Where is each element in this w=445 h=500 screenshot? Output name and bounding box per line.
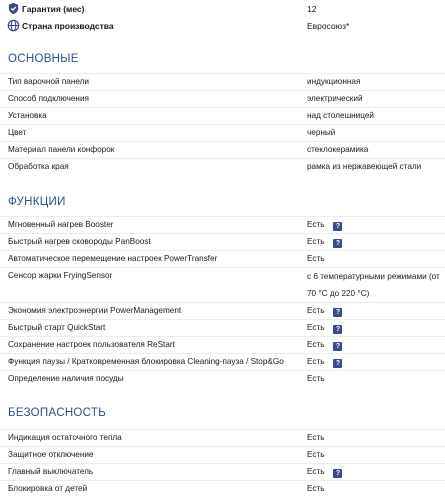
spec-value: Есть [307, 254, 325, 263]
spec-value: 12 [307, 3, 317, 14]
help-icon[interactable]: ? [333, 239, 342, 248]
spec-row [0, 107, 445, 124]
spec-row [0, 158, 445, 175]
spec-value: над столешницей [307, 111, 374, 120]
spec-value: с 6 температурными режимами (от 70 °С до 220 °С) [307, 272, 440, 298]
spec-row [0, 124, 445, 141]
spec-row-country [0, 17, 445, 34]
spec-row [0, 302, 445, 319]
spec-label: Блокировка от детей [8, 484, 88, 493]
spec-label: Цвет [8, 128, 27, 137]
spec-label: Экономия электроэнергии PowerManagement [8, 306, 182, 315]
spec-value: стеклокерамика [307, 145, 369, 154]
spec-label: Материал панели конфорок [8, 145, 115, 154]
spec-label: Индикация остаточного тепла [8, 433, 122, 442]
spec-label: Сохранение настроек пользователя ReStart [8, 340, 175, 349]
spec-row [0, 73, 445, 90]
help-icon[interactable]: ? [333, 308, 342, 317]
spec-value: рамка из нержавеющей стали [307, 162, 422, 171]
help-icon[interactable]: ? [333, 342, 342, 351]
spec-label: Гарантия (мес) [22, 3, 85, 14]
spec-row [0, 480, 445, 497]
spec-value: Есть ? [307, 323, 342, 334]
spec-label: Мгновенный нагрев Booster [8, 220, 114, 229]
section-title-main: ОСНОВНЫЕ [8, 53, 79, 65]
spec-label: Функция паузы / Кратковременная блокировка Cleaning-пауза / Stop&Go [8, 357, 284, 366]
spec-value: Есть ? [307, 467, 342, 478]
spec-label: Способ подключения [8, 94, 89, 103]
spec-value: Есть ? [307, 220, 342, 231]
spec-value: черный [307, 128, 336, 137]
spec-label: Обработка края [8, 162, 69, 171]
spec-label: Главный выключатель [8, 467, 94, 476]
spec-label: Автоматическое перемещение настроек PowerTransfer [8, 254, 218, 263]
spec-row [0, 250, 445, 267]
spec-value: Есть ? [307, 306, 342, 317]
spec-row [0, 353, 445, 370]
spec-value: Есть ? [307, 237, 342, 248]
spec-row [0, 446, 445, 463]
shield-check-icon [7, 2, 20, 15]
spec-label: Тип варочной панели [8, 77, 89, 86]
spec-value: Евросоюз* [307, 20, 350, 31]
spec-label: Быстрый старт QuickStart [8, 323, 106, 332]
help-icon[interactable]: ? [333, 469, 342, 478]
spec-row [0, 267, 445, 302]
spec-row [0, 90, 445, 107]
spec-label: Сенсор жарки FryingSensor [8, 271, 113, 280]
help-icon[interactable]: ? [333, 325, 342, 334]
spec-value: Есть ? [307, 340, 342, 351]
spec-label: Определение наличия посуды [8, 374, 124, 383]
spec-row [0, 463, 445, 480]
spec-row [0, 370, 445, 387]
spec-row [0, 233, 445, 250]
globe-icon [7, 19, 20, 32]
spec-label: Страна производства [22, 20, 114, 31]
spec-value: Есть [307, 374, 325, 383]
spec-row [0, 336, 445, 353]
spec-value: Есть [307, 450, 325, 459]
spec-label: Установка [8, 111, 47, 120]
section-title-safety: БЕЗОПАСНОСТЬ [8, 407, 107, 419]
help-icon[interactable]: ? [333, 359, 342, 368]
spec-row [0, 216, 445, 233]
spec-value: электрический [307, 94, 363, 103]
spec-row-warranty [0, 0, 445, 17]
spec-label: Защитное отключение [8, 450, 94, 459]
spec-row [0, 429, 445, 446]
help-icon[interactable]: ? [333, 222, 342, 231]
spec-row [0, 319, 445, 336]
spec-value: Есть [307, 433, 325, 442]
spec-value: индукционная [307, 77, 361, 86]
spec-value: Есть ? [307, 357, 342, 368]
section-title-functions: ФУНКЦИИ [8, 196, 66, 208]
spec-value: Есть [307, 484, 325, 493]
spec-row [0, 141, 445, 158]
spec-label: Быстрый нагрев сковороды PanBoost [8, 237, 151, 246]
